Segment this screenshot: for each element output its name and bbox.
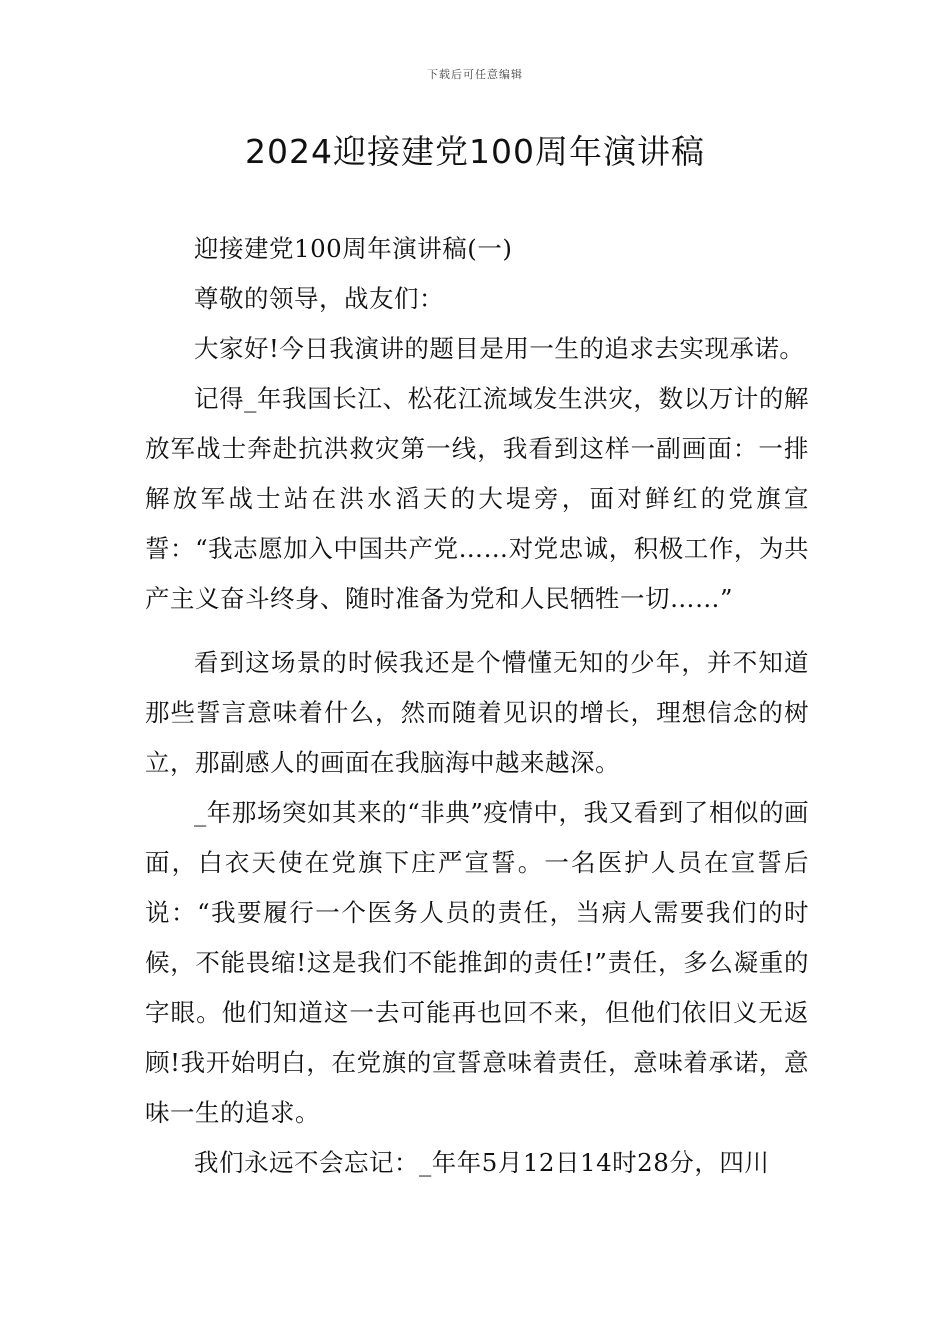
body-paragraph: 看到这场景的时候我还是个懵懂无知的少年，并不知道那些誓言意味着什么，然而随着见识的增长，理想信念的树立，那副感人的画面在我脑海中越来越深。 (145, 648, 809, 777)
body-paragraph: 我们永远不会忘记：_年年5月12日14时28分，四川 (194, 1148, 770, 1177)
salutation-paragraph: 尊敬的领导，战友们： (194, 284, 444, 313)
document-title: 2024迎接建党100周年演讲稿 (245, 132, 705, 171)
header-note: 下载后可任意编辑 (427, 68, 523, 81)
subtitle-paragraph: 迎接建党100周年演讲稿(一) (194, 234, 513, 263)
body-paragraph: _年那场突如其来的“非典”疫情中，我又看到了相似的画面，白衣天使在党旗下庄严宣誓。一名医护人员在宣誓后说：“我要履行一个医务人员的责任，当病人需要我们的时候，不能畏缩!这是我们不能推卸的责任!”责任，多么凝重的字眼。他们知道这一去可能再也回不来，但他们依旧义无返顾!我开始明白，在党旗的宣誓意味着责任，意味着承诺，意味一生的追求。 (145, 798, 809, 1127)
body-paragraph: 记得_年我国长江、松花江流域发生洪灾，数以万计的解放军战士奔赴抗洪救灾第一线，我看到这样一副画面：一排解放军战士站在洪水滔天的大堤旁，面对鲜红的党旗宣誓：“我志愿加入中国共产党……对党忠诚，积极工作，为共产主义奋斗终身、随时准备为党和人民牺牲一切……” (145, 384, 809, 613)
document-body (145, 224, 809, 1188)
body-paragraph: 大家好!今日我演讲的题目是用一生的追求去实现承诺。 (194, 334, 805, 363)
